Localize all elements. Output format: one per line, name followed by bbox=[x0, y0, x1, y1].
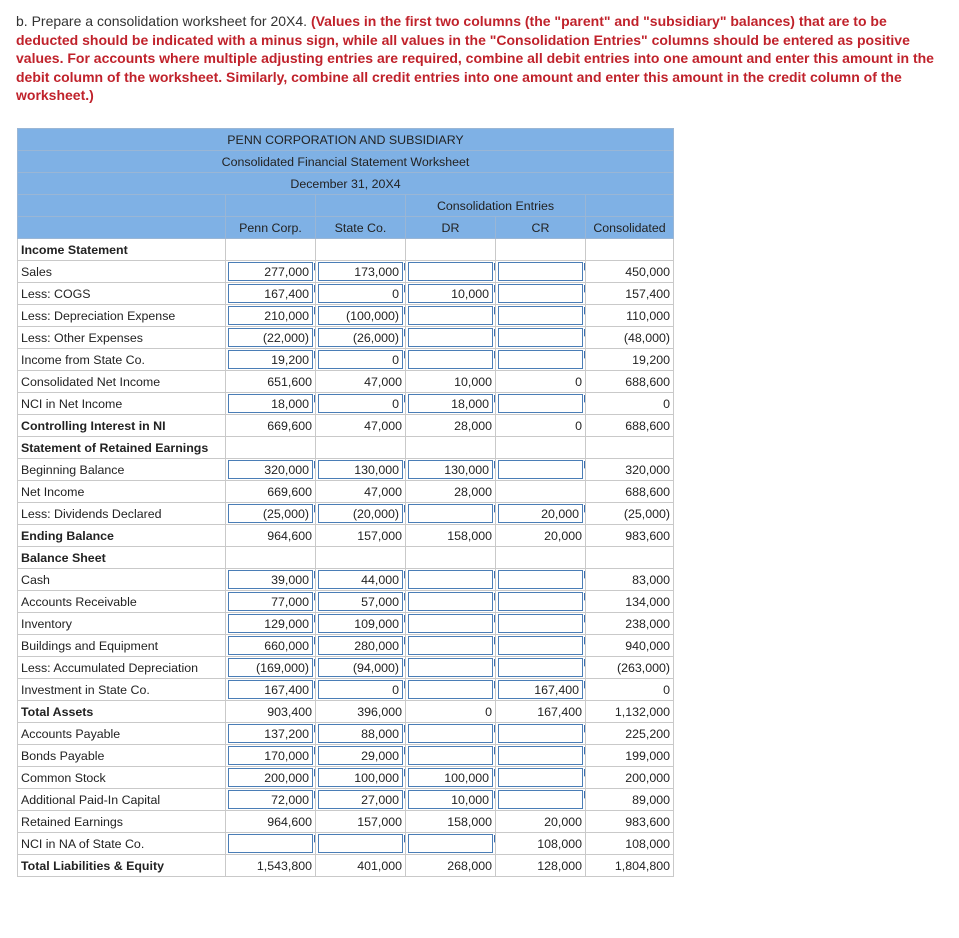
account-label: Less: COGS bbox=[18, 283, 226, 305]
penn-corp-cell[interactable] bbox=[226, 723, 316, 745]
dr-cell[interactable] bbox=[406, 305, 496, 327]
consolidated-cell: 688,600 bbox=[586, 481, 674, 503]
penn-corp-cell: 669,600 bbox=[226, 481, 316, 503]
state-co-input[interactable]: 57,000 bbox=[318, 592, 403, 611]
consolidated-cell: 110,000 bbox=[586, 305, 674, 327]
dr-cell[interactable] bbox=[406, 679, 496, 701]
cr-cell[interactable] bbox=[496, 723, 586, 745]
consolidated-cell: 983,600 bbox=[586, 525, 674, 547]
empty-cell bbox=[586, 547, 674, 569]
dr-input[interactable]: 130,000 bbox=[408, 460, 493, 479]
penn-corp-cell[interactable] bbox=[226, 767, 316, 789]
cr-cell[interactable] bbox=[496, 679, 586, 701]
penn-corp-cell[interactable] bbox=[226, 569, 316, 591]
penn-corp-cell[interactable] bbox=[226, 261, 316, 283]
state-co-cell: 157,000 bbox=[316, 525, 406, 547]
cr-cell[interactable] bbox=[496, 591, 586, 613]
empty-cell bbox=[586, 437, 674, 459]
table-row bbox=[18, 679, 674, 701]
table-row bbox=[18, 525, 674, 547]
dr-input[interactable] bbox=[408, 614, 493, 633]
dr-input[interactable]: 18,000 bbox=[408, 394, 493, 413]
dr-cell[interactable] bbox=[406, 767, 496, 789]
dr-cell: 158,000 bbox=[406, 525, 496, 547]
state-co-input[interactable]: 29,000 bbox=[318, 746, 403, 765]
dr-input[interactable] bbox=[408, 658, 493, 677]
table-row bbox=[18, 789, 674, 811]
penn-corp-input[interactable] bbox=[228, 834, 313, 853]
consolidated-cell: 320,000 bbox=[586, 459, 674, 481]
account-label: Retained Earnings bbox=[18, 811, 226, 833]
state-co-input[interactable]: 0 bbox=[318, 394, 403, 413]
empty-cell bbox=[316, 547, 406, 569]
penn-corp-input[interactable]: 277,000 bbox=[228, 262, 313, 281]
cr-cell[interactable] bbox=[496, 789, 586, 811]
account-label: Controlling Interest in NI bbox=[18, 415, 226, 437]
cr-input[interactable] bbox=[498, 394, 583, 413]
penn-corp-input[interactable]: 77,000 bbox=[228, 592, 313, 611]
table-row bbox=[18, 503, 674, 525]
cr-input[interactable] bbox=[498, 570, 583, 589]
table-row bbox=[18, 657, 674, 679]
table-row bbox=[18, 635, 674, 657]
table-row bbox=[18, 613, 674, 635]
consolidated-cell: 983,600 bbox=[586, 811, 674, 833]
state-co-input[interactable]: 100,000 bbox=[318, 768, 403, 787]
dr-cell[interactable] bbox=[406, 569, 496, 591]
state-co-cell: 401,000 bbox=[316, 855, 406, 877]
penn-corp-input[interactable]: 72,000 bbox=[228, 790, 313, 809]
cr-cell[interactable] bbox=[496, 657, 586, 679]
dr-cell[interactable] bbox=[406, 613, 496, 635]
worksheet-date: December 31, 20X4 bbox=[18, 173, 674, 195]
header-blank bbox=[316, 195, 406, 217]
penn-corp-cell[interactable] bbox=[226, 613, 316, 635]
state-co-cell: 157,000 bbox=[316, 811, 406, 833]
consolidated-cell: (25,000) bbox=[586, 503, 674, 525]
account-label: Less: Other Expenses bbox=[18, 327, 226, 349]
consolidation-worksheet bbox=[17, 128, 674, 877]
consolidated-cell: 940,000 bbox=[586, 635, 674, 657]
cr-cell[interactable] bbox=[496, 261, 586, 283]
table-row bbox=[18, 701, 674, 723]
consolidated-cell: 134,000 bbox=[586, 591, 674, 613]
table-row bbox=[18, 349, 674, 371]
cr-input[interactable] bbox=[498, 746, 583, 765]
table-row bbox=[18, 239, 674, 261]
state-co-cell[interactable] bbox=[316, 349, 406, 371]
state-co-cell[interactable] bbox=[316, 745, 406, 767]
state-co-cell[interactable] bbox=[316, 503, 406, 525]
account-label: Buildings and Equipment bbox=[18, 635, 226, 657]
penn-corp-cell: 651,600 bbox=[226, 371, 316, 393]
consolidated-cell: 225,200 bbox=[586, 723, 674, 745]
table-row bbox=[18, 393, 674, 415]
penn-corp-input[interactable]: 137,200 bbox=[228, 724, 313, 743]
empty-cell bbox=[586, 239, 674, 261]
penn-corp-input[interactable]: 660,000 bbox=[228, 636, 313, 655]
penn-corp-cell[interactable] bbox=[226, 459, 316, 481]
consolidated-cell: 0 bbox=[586, 393, 674, 415]
header-blank bbox=[586, 195, 674, 217]
penn-corp-input[interactable]: 39,000 bbox=[228, 570, 313, 589]
cr-input[interactable] bbox=[498, 350, 583, 369]
cr-cell[interactable] bbox=[496, 349, 586, 371]
account-label: Additional Paid-In Capital bbox=[18, 789, 226, 811]
table-row bbox=[18, 569, 674, 591]
state-co-input[interactable]: (26,000) bbox=[318, 328, 403, 347]
table-row bbox=[18, 261, 674, 283]
dr-cell: 0 bbox=[406, 701, 496, 723]
cr-input[interactable] bbox=[498, 262, 583, 281]
table-row bbox=[18, 283, 674, 305]
penn-corp-input[interactable]: 210,000 bbox=[228, 306, 313, 325]
penn-corp-cell[interactable] bbox=[226, 327, 316, 349]
company-name: PENN CORPORATION AND SUBSIDIARY bbox=[18, 129, 674, 151]
account-label: Less: Depreciation Expense bbox=[18, 305, 226, 327]
penn-corp-cell[interactable] bbox=[226, 591, 316, 613]
dr-input[interactable] bbox=[408, 724, 493, 743]
account-label: Less: Accumulated Depreciation bbox=[18, 657, 226, 679]
empty-cell bbox=[226, 437, 316, 459]
penn-corp-input[interactable]: 170,000 bbox=[228, 746, 313, 765]
consolidated-cell: 1,804,800 bbox=[586, 855, 674, 877]
state-co-input[interactable]: (94,000) bbox=[318, 658, 403, 677]
consolidated-cell: 238,000 bbox=[586, 613, 674, 635]
col-header-dr: DR bbox=[406, 217, 496, 239]
state-co-input[interactable]: 0 bbox=[318, 680, 403, 699]
account-label: Accounts Payable bbox=[18, 723, 226, 745]
cr-cell[interactable] bbox=[496, 393, 586, 415]
empty-cell bbox=[406, 547, 496, 569]
cr-cell[interactable] bbox=[496, 283, 586, 305]
account-label: Common Stock bbox=[18, 767, 226, 789]
dr-input[interactable] bbox=[408, 306, 493, 325]
dr-cell[interactable] bbox=[406, 745, 496, 767]
empty-cell bbox=[406, 437, 496, 459]
consolidated-cell: (48,000) bbox=[586, 327, 674, 349]
state-co-input[interactable]: 0 bbox=[318, 284, 403, 303]
col-header-cr: CR bbox=[496, 217, 586, 239]
penn-corp-input[interactable]: 18,000 bbox=[228, 394, 313, 413]
consolidated-cell: 688,600 bbox=[586, 371, 674, 393]
state-co-cell: 396,000 bbox=[316, 701, 406, 723]
cr-cell[interactable] bbox=[496, 767, 586, 789]
dr-cell: 10,000 bbox=[406, 371, 496, 393]
consolidated-cell: (263,000) bbox=[586, 657, 674, 679]
cr-cell[interactable] bbox=[496, 745, 586, 767]
state-co-input[interactable]: 27,000 bbox=[318, 790, 403, 809]
cr-cell[interactable] bbox=[496, 569, 586, 591]
state-co-cell[interactable] bbox=[316, 723, 406, 745]
penn-corp-cell[interactable] bbox=[226, 635, 316, 657]
table-row bbox=[18, 459, 674, 481]
consolidated-cell: 199,000 bbox=[586, 745, 674, 767]
penn-corp-cell: 964,600 bbox=[226, 811, 316, 833]
consolidated-cell: 200,000 bbox=[586, 767, 674, 789]
state-co-cell[interactable] bbox=[316, 679, 406, 701]
state-co-cell[interactable] bbox=[316, 459, 406, 481]
penn-corp-cell[interactable] bbox=[226, 393, 316, 415]
table-row bbox=[18, 723, 674, 745]
state-co-cell[interactable] bbox=[316, 635, 406, 657]
table-row bbox=[18, 305, 674, 327]
state-co-cell: 47,000 bbox=[316, 481, 406, 503]
consolidated-cell: 157,400 bbox=[586, 283, 674, 305]
state-co-input[interactable]: 44,000 bbox=[318, 570, 403, 589]
consolidated-cell: 83,000 bbox=[586, 569, 674, 591]
dr-cell: 268,000 bbox=[406, 855, 496, 877]
consolidated-cell: 450,000 bbox=[586, 261, 674, 283]
empty-cell bbox=[316, 239, 406, 261]
cr-cell[interactable] bbox=[496, 613, 586, 635]
table-row bbox=[18, 327, 674, 349]
account-label: Net Income bbox=[18, 481, 226, 503]
instructions-lead: b. Prepare a consolidation worksheet for 20X4. bbox=[16, 13, 308, 29]
account-label: Consolidated Net Income bbox=[18, 371, 226, 393]
dr-input[interactable]: 100,000 bbox=[408, 768, 493, 787]
consolidated-cell: 688,600 bbox=[586, 415, 674, 437]
cr-cell: 0 bbox=[496, 415, 586, 437]
account-label: Investment in State Co. bbox=[18, 679, 226, 701]
state-co-input[interactable]: 88,000 bbox=[318, 724, 403, 743]
cr-input[interactable] bbox=[498, 306, 583, 325]
consolidation-entries-header: Consolidation Entries bbox=[406, 195, 586, 217]
dr-cell: 28,000 bbox=[406, 415, 496, 437]
dr-cell[interactable] bbox=[406, 503, 496, 525]
state-co-input[interactable]: 130,000 bbox=[318, 460, 403, 479]
dr-cell: 28,000 bbox=[406, 481, 496, 503]
consolidated-cell: 19,200 bbox=[586, 349, 674, 371]
table-row bbox=[18, 437, 674, 459]
dr-input[interactable] bbox=[408, 834, 493, 853]
penn-corp-cell: 669,600 bbox=[226, 415, 316, 437]
penn-corp-cell[interactable] bbox=[226, 283, 316, 305]
state-co-input[interactable]: (20,000) bbox=[318, 504, 403, 523]
cr-input[interactable] bbox=[498, 592, 583, 611]
section-heading: Income Statement bbox=[18, 239, 226, 261]
col-header-parent: Penn Corp. bbox=[226, 217, 316, 239]
cr-cell[interactable] bbox=[496, 327, 586, 349]
section-heading: Balance Sheet bbox=[18, 547, 226, 569]
cr-input[interactable] bbox=[498, 460, 583, 479]
state-co-input[interactable]: (100,000) bbox=[318, 306, 403, 325]
account-label: Income from State Co. bbox=[18, 349, 226, 371]
cr-cell: 20,000 bbox=[496, 811, 586, 833]
account-label: Less: Dividends Declared bbox=[18, 503, 226, 525]
empty-cell bbox=[496, 437, 586, 459]
cr-cell bbox=[496, 481, 586, 503]
worksheet-body bbox=[18, 239, 674, 877]
penn-corp-cell[interactable] bbox=[226, 789, 316, 811]
cr-cell[interactable] bbox=[496, 459, 586, 481]
header-blank bbox=[18, 217, 226, 239]
instructions bbox=[16, 12, 952, 105]
dr-cell[interactable] bbox=[406, 833, 496, 855]
table-row bbox=[18, 833, 674, 855]
penn-corp-input[interactable]: 129,000 bbox=[228, 614, 313, 633]
consolidated-cell: 89,000 bbox=[586, 789, 674, 811]
cr-cell[interactable] bbox=[496, 305, 586, 327]
state-co-input[interactable]: 173,000 bbox=[318, 262, 403, 281]
state-co-cell[interactable] bbox=[316, 569, 406, 591]
penn-corp-input[interactable]: (169,000) bbox=[228, 658, 313, 677]
dr-input[interactable] bbox=[408, 636, 493, 655]
dr-input[interactable] bbox=[408, 328, 493, 347]
table-row bbox=[18, 855, 674, 877]
dr-cell[interactable] bbox=[406, 349, 496, 371]
dr-cell[interactable] bbox=[406, 789, 496, 811]
state-co-input[interactable]: 280,000 bbox=[318, 636, 403, 655]
dr-input[interactable] bbox=[408, 570, 493, 589]
cr-input[interactable] bbox=[498, 636, 583, 655]
dr-cell[interactable] bbox=[406, 459, 496, 481]
dr-cell[interactable] bbox=[406, 261, 496, 283]
consolidated-cell: 0 bbox=[586, 679, 674, 701]
state-co-cell[interactable] bbox=[316, 767, 406, 789]
cr-cell: 167,400 bbox=[496, 701, 586, 723]
state-co-input[interactable]: 0 bbox=[318, 350, 403, 369]
state-co-cell[interactable] bbox=[316, 327, 406, 349]
cr-input[interactable] bbox=[498, 614, 583, 633]
table-row bbox=[18, 481, 674, 503]
state-co-cell: 47,000 bbox=[316, 371, 406, 393]
cr-cell: 108,000 bbox=[496, 833, 586, 855]
cr-input[interactable] bbox=[498, 790, 583, 809]
penn-corp-cell[interactable] bbox=[226, 745, 316, 767]
account-label: Cash bbox=[18, 569, 226, 591]
account-label: Total Assets bbox=[18, 701, 226, 723]
dr-cell[interactable] bbox=[406, 327, 496, 349]
state-co-cell[interactable] bbox=[316, 789, 406, 811]
state-co-cell[interactable] bbox=[316, 613, 406, 635]
dr-cell[interactable] bbox=[406, 591, 496, 613]
dr-cell[interactable] bbox=[406, 283, 496, 305]
cr-input[interactable] bbox=[498, 724, 583, 743]
cr-input[interactable] bbox=[498, 658, 583, 677]
penn-corp-input[interactable]: (22,000) bbox=[228, 328, 313, 347]
penn-corp-cell[interactable] bbox=[226, 503, 316, 525]
account-label: Total Liabilities & Equity bbox=[18, 855, 226, 877]
account-label: Ending Balance bbox=[18, 525, 226, 547]
cr-cell: 20,000 bbox=[496, 525, 586, 547]
table-row bbox=[18, 371, 674, 393]
cr-cell: 128,000 bbox=[496, 855, 586, 877]
penn-corp-cell[interactable] bbox=[226, 833, 316, 855]
state-co-cell[interactable] bbox=[316, 261, 406, 283]
header-blank bbox=[226, 195, 316, 217]
penn-corp-input[interactable]: 320,000 bbox=[228, 460, 313, 479]
account-label: Bonds Payable bbox=[18, 745, 226, 767]
dr-cell[interactable] bbox=[406, 657, 496, 679]
penn-corp-input[interactable]: 19,200 bbox=[228, 350, 313, 369]
section-heading: Statement of Retained Earnings bbox=[18, 437, 226, 459]
state-co-cell[interactable] bbox=[316, 833, 406, 855]
state-co-input[interactable]: 109,000 bbox=[318, 614, 403, 633]
dr-cell: 158,000 bbox=[406, 811, 496, 833]
state-co-input[interactable] bbox=[318, 834, 403, 853]
table-row bbox=[18, 415, 674, 437]
table-row bbox=[18, 745, 674, 767]
table-row bbox=[18, 547, 674, 569]
dr-input[interactable] bbox=[408, 504, 493, 523]
cr-input[interactable]: 167,400 bbox=[498, 680, 583, 699]
cr-input[interactable] bbox=[498, 284, 583, 303]
worksheet-title: Consolidated Financial Statement Worksheet bbox=[18, 151, 674, 173]
penn-corp-input[interactable]: 167,400 bbox=[228, 680, 313, 699]
consolidated-cell: 108,000 bbox=[586, 833, 674, 855]
empty-cell bbox=[226, 547, 316, 569]
state-co-cell[interactable] bbox=[316, 657, 406, 679]
penn-corp-cell[interactable] bbox=[226, 349, 316, 371]
account-label: Accounts Receivable bbox=[18, 591, 226, 613]
account-label: Beginning Balance bbox=[18, 459, 226, 481]
empty-cell bbox=[316, 437, 406, 459]
cr-cell[interactable] bbox=[496, 635, 586, 657]
col-header-consolidated: Consolidated bbox=[586, 217, 674, 239]
penn-corp-cell[interactable] bbox=[226, 305, 316, 327]
dr-input[interactable] bbox=[408, 592, 493, 611]
penn-corp-cell: 964,600 bbox=[226, 525, 316, 547]
dr-input[interactable]: 10,000 bbox=[408, 790, 493, 809]
dr-input[interactable] bbox=[408, 746, 493, 765]
empty-cell bbox=[496, 547, 586, 569]
dr-input[interactable] bbox=[408, 680, 493, 699]
cr-input[interactable] bbox=[498, 328, 583, 347]
penn-corp-cell[interactable] bbox=[226, 679, 316, 701]
penn-corp-cell: 903,400 bbox=[226, 701, 316, 723]
account-label: Inventory bbox=[18, 613, 226, 635]
penn-corp-input[interactable]: (25,000) bbox=[228, 504, 313, 523]
state-co-cell[interactable] bbox=[316, 283, 406, 305]
state-co-cell[interactable] bbox=[316, 591, 406, 613]
dr-cell[interactable] bbox=[406, 393, 496, 415]
dr-cell[interactable] bbox=[406, 723, 496, 745]
account-label: NCI in NA of State Co. bbox=[18, 833, 226, 855]
dr-input[interactable] bbox=[408, 350, 493, 369]
penn-corp-cell: 1,543,800 bbox=[226, 855, 316, 877]
account-label: Sales bbox=[18, 261, 226, 283]
empty-cell bbox=[226, 239, 316, 261]
table-row bbox=[18, 811, 674, 833]
empty-cell bbox=[406, 239, 496, 261]
penn-corp-input[interactable]: 167,400 bbox=[228, 284, 313, 303]
dr-cell[interactable] bbox=[406, 635, 496, 657]
consolidated-cell: 1,132,000 bbox=[586, 701, 674, 723]
state-co-cell[interactable] bbox=[316, 393, 406, 415]
cr-cell[interactable] bbox=[496, 503, 586, 525]
empty-cell bbox=[496, 239, 586, 261]
penn-corp-cell[interactable] bbox=[226, 657, 316, 679]
table-row bbox=[18, 767, 674, 789]
header-blank bbox=[18, 195, 226, 217]
cr-input[interactable] bbox=[498, 768, 583, 787]
instructions-bold: (Values in the first two columns (the "parent" and "subsidiary" balances) that are to be deducted should be indicated with a minus sign, while all values in the "Consolidation Entries" columns should be entered as positive values. For accounts where multiple adjusting entries are required, combine all debit entries into one amount and enter this amount in the debit column of the worksheet. Similarly, combine all credit entries into one amount and enter this amount in the credit column of the worksheet.) bbox=[16, 13, 934, 103]
dr-input[interactable]: 10,000 bbox=[408, 284, 493, 303]
table-row bbox=[18, 591, 674, 613]
state-co-cell: 47,000 bbox=[316, 415, 406, 437]
col-header-subsidiary: State Co. bbox=[316, 217, 406, 239]
cr-cell: 0 bbox=[496, 371, 586, 393]
state-co-cell[interactable] bbox=[316, 305, 406, 327]
dr-input[interactable] bbox=[408, 262, 493, 281]
account-label: NCI in Net Income bbox=[18, 393, 226, 415]
penn-corp-input[interactable]: 200,000 bbox=[228, 768, 313, 787]
cr-input[interactable]: 20,000 bbox=[498, 504, 583, 523]
